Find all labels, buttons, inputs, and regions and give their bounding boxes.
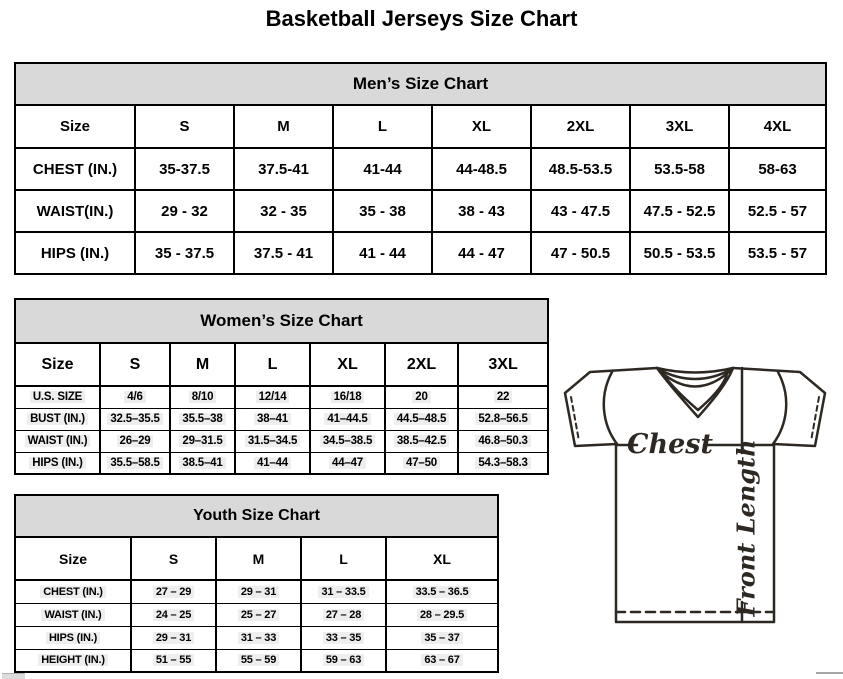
cell-value xyxy=(458,386,548,408)
youth-hips-row xyxy=(15,626,498,649)
cell-text: 29 – 31 xyxy=(238,586,279,598)
cell-text: 53.5 - 57 xyxy=(747,244,808,262)
mens-waist-row xyxy=(15,190,826,232)
youth-size-table xyxy=(14,494,499,673)
cell-value xyxy=(385,343,458,386)
cell-value xyxy=(301,537,386,580)
cell-value xyxy=(170,343,235,386)
cell-text: WAIST (IN.) xyxy=(25,435,91,447)
cell-text: 44.5–48.5 xyxy=(394,413,449,425)
cell-value xyxy=(131,603,216,626)
womens-table-title-row xyxy=(15,299,548,343)
cell-value xyxy=(131,626,216,649)
row-label xyxy=(15,452,100,474)
cell-value xyxy=(170,386,235,408)
cell-text: 38–41 xyxy=(254,413,291,425)
front-length-label: Front Length xyxy=(731,439,761,617)
cell-text: 41-44 xyxy=(363,160,402,178)
row-label xyxy=(15,105,135,148)
cell-text: 33 – 35 xyxy=(323,632,364,644)
cell-value xyxy=(310,343,385,386)
youth-table-title-row xyxy=(15,495,498,537)
cell-text: 24 – 25 xyxy=(153,609,194,621)
youth-size-header-row xyxy=(15,537,498,580)
cell-text: 59 – 63 xyxy=(323,654,364,666)
cell-text: 8/10 xyxy=(189,391,217,403)
cell-value xyxy=(386,537,498,580)
cell-text: 35 - 37.5 xyxy=(154,244,215,262)
cell-value xyxy=(531,232,630,274)
cell-value xyxy=(458,452,548,474)
cell-value xyxy=(531,190,630,232)
mens-size-header-row xyxy=(15,105,826,148)
cell-text: 47 - 50.5 xyxy=(550,244,611,262)
cell-value xyxy=(100,343,170,386)
cell-value xyxy=(131,580,216,603)
cell-value xyxy=(235,408,310,430)
youth-chest-row xyxy=(15,580,498,603)
cell-value xyxy=(235,452,310,474)
cell-value xyxy=(432,148,531,190)
cell-value xyxy=(301,580,386,603)
scrollbar-fragment-left[interactable] xyxy=(2,673,25,679)
cell-value xyxy=(432,232,531,274)
cell-text: XL xyxy=(337,355,358,373)
cell-text: Size xyxy=(58,550,87,567)
cell-text: 35.5–38 xyxy=(179,413,225,425)
cell-value xyxy=(630,232,729,274)
cell-text: WAIST (IN.) xyxy=(41,609,104,621)
cell-text: 47.5 - 52.5 xyxy=(643,202,716,220)
cell-text: 46.8–50.3 xyxy=(475,435,530,447)
row-label xyxy=(15,537,131,580)
cell-value xyxy=(216,537,301,580)
cell-text: 41 - 44 xyxy=(359,244,406,262)
cell-value xyxy=(301,649,386,672)
cell-text: 27 – 29 xyxy=(153,586,194,598)
youth-table-title: Youth Size Chart xyxy=(15,495,498,537)
cell-value xyxy=(310,430,385,452)
page-title: Basketball Jerseys Size Chart xyxy=(265,6,578,31)
mens-table-title-row xyxy=(15,63,826,105)
cell-text: 29 – 31 xyxy=(153,632,194,644)
cell-value xyxy=(458,430,548,452)
cell-text: 37.5 - 41 xyxy=(253,244,314,262)
cell-value xyxy=(630,190,729,232)
cell-text: 3XL xyxy=(488,355,518,373)
womens-table-title: Women’s Size Chart xyxy=(15,299,548,343)
cell-text: M xyxy=(252,550,265,567)
cell-value xyxy=(729,148,826,190)
cell-text: 29–31.5 xyxy=(179,435,225,447)
cell-value xyxy=(729,105,826,148)
cell-text: L xyxy=(339,550,348,567)
cell-text: 63 – 67 xyxy=(421,654,462,666)
cell-value xyxy=(458,408,548,430)
cell-text: S xyxy=(179,118,190,135)
cell-value xyxy=(100,386,170,408)
cell-value xyxy=(630,148,729,190)
womens-us-size-row xyxy=(15,386,548,408)
row-label xyxy=(15,343,100,386)
cell-text: 38.5–42.5 xyxy=(394,435,449,447)
cell-text: HIPS (IN.) xyxy=(46,632,100,644)
cell-text: 3XL xyxy=(665,118,694,135)
cell-text: 54.3–58.3 xyxy=(475,457,530,469)
mens-hips-row xyxy=(15,232,826,274)
cell-value xyxy=(458,343,548,386)
cell-value xyxy=(333,232,432,274)
row-label xyxy=(15,430,100,452)
row-label xyxy=(15,232,135,274)
jersey-vneck-outer xyxy=(657,368,733,417)
cell-value xyxy=(216,649,301,672)
cell-text: 35-37.5 xyxy=(159,160,210,178)
cell-value xyxy=(432,190,531,232)
cell-value xyxy=(234,232,333,274)
cell-value xyxy=(100,430,170,452)
cell-text: 31 – 33 xyxy=(238,632,279,644)
cell-text: 2XL xyxy=(566,118,595,135)
womens-size-header-row xyxy=(15,343,548,386)
cell-text: 4XL xyxy=(763,118,792,135)
cell-text: HIPS (IN.) xyxy=(40,244,110,262)
womens-bust-row xyxy=(15,408,548,430)
cell-text: 4/6 xyxy=(124,391,145,403)
cell-text: 34.5–38.5 xyxy=(320,435,375,447)
cell-text: HEIGHT (IN.) xyxy=(38,654,108,666)
cell-text: 27 – 28 xyxy=(323,609,364,621)
cell-value xyxy=(531,105,630,148)
cell-text: 33.5 – 36.5 xyxy=(413,586,472,598)
cell-text: 35 – 37 xyxy=(421,632,462,644)
cell-text: XL xyxy=(433,550,451,567)
cell-value xyxy=(216,603,301,626)
cell-text: 52.8–56.5 xyxy=(475,413,530,425)
cell-text: 37.5-41 xyxy=(258,160,309,178)
jersey-right-armhole-seam xyxy=(773,372,786,444)
cell-text: BUST (IN.) xyxy=(27,413,88,425)
chest-label: Chest xyxy=(627,429,713,460)
cell-text: 38 - 43 xyxy=(458,202,505,220)
mens-chest-row xyxy=(15,148,826,190)
cell-text: 41–44.5 xyxy=(324,413,370,425)
cell-text: S xyxy=(129,355,141,373)
cell-text: 22 xyxy=(494,391,512,403)
cell-text: L xyxy=(377,118,388,135)
row-label xyxy=(15,190,135,232)
row-label xyxy=(15,386,100,408)
cell-value xyxy=(301,626,386,649)
cell-value xyxy=(301,603,386,626)
cell-value xyxy=(310,386,385,408)
row-label xyxy=(15,148,135,190)
jersey-left-armhole-seam xyxy=(604,372,617,444)
cell-value xyxy=(333,190,432,232)
cell-text: 28 – 29.5 xyxy=(417,609,467,621)
scrollbar-fragment-right[interactable] xyxy=(816,672,843,674)
cell-text: 29 - 32 xyxy=(161,202,208,220)
cell-text: 32 - 35 xyxy=(260,202,307,220)
cell-value xyxy=(386,603,498,626)
cell-text: 26–29 xyxy=(117,435,154,447)
row-label xyxy=(15,580,131,603)
cell-value xyxy=(234,190,333,232)
cell-value xyxy=(386,626,498,649)
cell-value xyxy=(386,649,498,672)
cell-value xyxy=(235,386,310,408)
cell-text: 52.5 - 57 xyxy=(747,202,808,220)
cell-value xyxy=(100,408,170,430)
cell-text: 58-63 xyxy=(758,160,797,178)
cell-value xyxy=(310,408,385,430)
cell-value xyxy=(432,105,531,148)
row-label xyxy=(15,626,131,649)
cell-text: 44 - 47 xyxy=(458,244,505,262)
cell-text: 2XL xyxy=(406,355,437,373)
cell-value xyxy=(234,148,333,190)
cell-text: 12/14 xyxy=(256,391,290,403)
cell-text: HIPS (IN.) xyxy=(29,457,85,469)
mens-table-title: Men’s Size Chart xyxy=(15,63,826,105)
cell-value xyxy=(135,190,234,232)
cell-value xyxy=(310,452,385,474)
cell-text: 55 – 59 xyxy=(238,654,279,666)
youth-height-row xyxy=(15,649,498,672)
cell-text: 16/18 xyxy=(331,391,365,403)
cell-text: 48.5-53.5 xyxy=(548,160,613,178)
cell-value xyxy=(385,386,458,408)
womens-waist-row xyxy=(15,430,548,452)
womens-hips-row xyxy=(15,452,548,474)
row-label xyxy=(15,408,100,430)
cell-text: U.S. SIZE xyxy=(30,391,85,403)
cell-text: 51 – 55 xyxy=(153,654,194,666)
cell-value xyxy=(235,343,310,386)
cell-text: 44–47 xyxy=(329,457,366,469)
cell-text: 31 – 33.5 xyxy=(318,586,368,598)
cell-text: 31.5–34.5 xyxy=(245,435,300,447)
cell-value xyxy=(235,430,310,452)
cell-value xyxy=(100,452,170,474)
cell-text: M xyxy=(195,355,210,373)
cell-value xyxy=(131,649,216,672)
cell-text: 41–44 xyxy=(254,457,291,469)
jersey-collar-top-curve xyxy=(657,368,733,373)
cell-text: XL xyxy=(471,118,492,135)
cell-value xyxy=(385,408,458,430)
cell-text: 38.5–41 xyxy=(179,457,225,469)
cell-value xyxy=(216,580,301,603)
cell-value xyxy=(386,580,498,603)
cell-value xyxy=(385,452,458,474)
cell-value xyxy=(333,105,432,148)
cell-text: S xyxy=(168,550,179,567)
cell-value xyxy=(135,148,234,190)
cell-text: 44-48.5 xyxy=(456,160,507,178)
cell-value xyxy=(333,148,432,190)
cell-text: M xyxy=(277,118,290,135)
cell-value xyxy=(234,105,333,148)
cell-value xyxy=(170,408,235,430)
cell-text: Size xyxy=(59,118,90,135)
cell-text: 20 xyxy=(412,391,430,403)
womens-size-table xyxy=(14,298,549,475)
cell-value xyxy=(216,626,301,649)
cell-value xyxy=(170,452,235,474)
cell-text: WAIST(IN.) xyxy=(36,202,114,220)
cell-text: 43 - 47.5 xyxy=(550,202,611,220)
cell-value xyxy=(531,148,630,190)
cell-text: 25 – 27 xyxy=(238,609,279,621)
cell-value xyxy=(729,190,826,232)
cell-value xyxy=(135,105,234,148)
cell-value xyxy=(385,430,458,452)
cell-value xyxy=(135,232,234,274)
cell-text: 35.5–58.5 xyxy=(107,457,162,469)
row-label xyxy=(15,649,131,672)
cell-text: CHEST (IN.) xyxy=(40,586,106,598)
cell-text: 32.5–35.5 xyxy=(107,413,162,425)
cell-text: Size xyxy=(41,355,74,373)
mens-size-table xyxy=(14,62,827,275)
cell-text: CHEST (IN.) xyxy=(32,160,118,178)
cell-value xyxy=(630,105,729,148)
cell-text: 50.5 - 53.5 xyxy=(643,244,716,262)
cell-value xyxy=(170,430,235,452)
cell-text: 35 - 38 xyxy=(359,202,406,220)
cell-text: L xyxy=(267,355,278,373)
jersey-measurement-diagram xyxy=(558,358,840,630)
cell-text: 53.5-58 xyxy=(654,160,705,178)
cell-value xyxy=(131,537,216,580)
youth-waist-row xyxy=(15,603,498,626)
cell-text: 47–50 xyxy=(403,457,440,469)
cell-value xyxy=(729,232,826,274)
row-label xyxy=(15,603,131,626)
